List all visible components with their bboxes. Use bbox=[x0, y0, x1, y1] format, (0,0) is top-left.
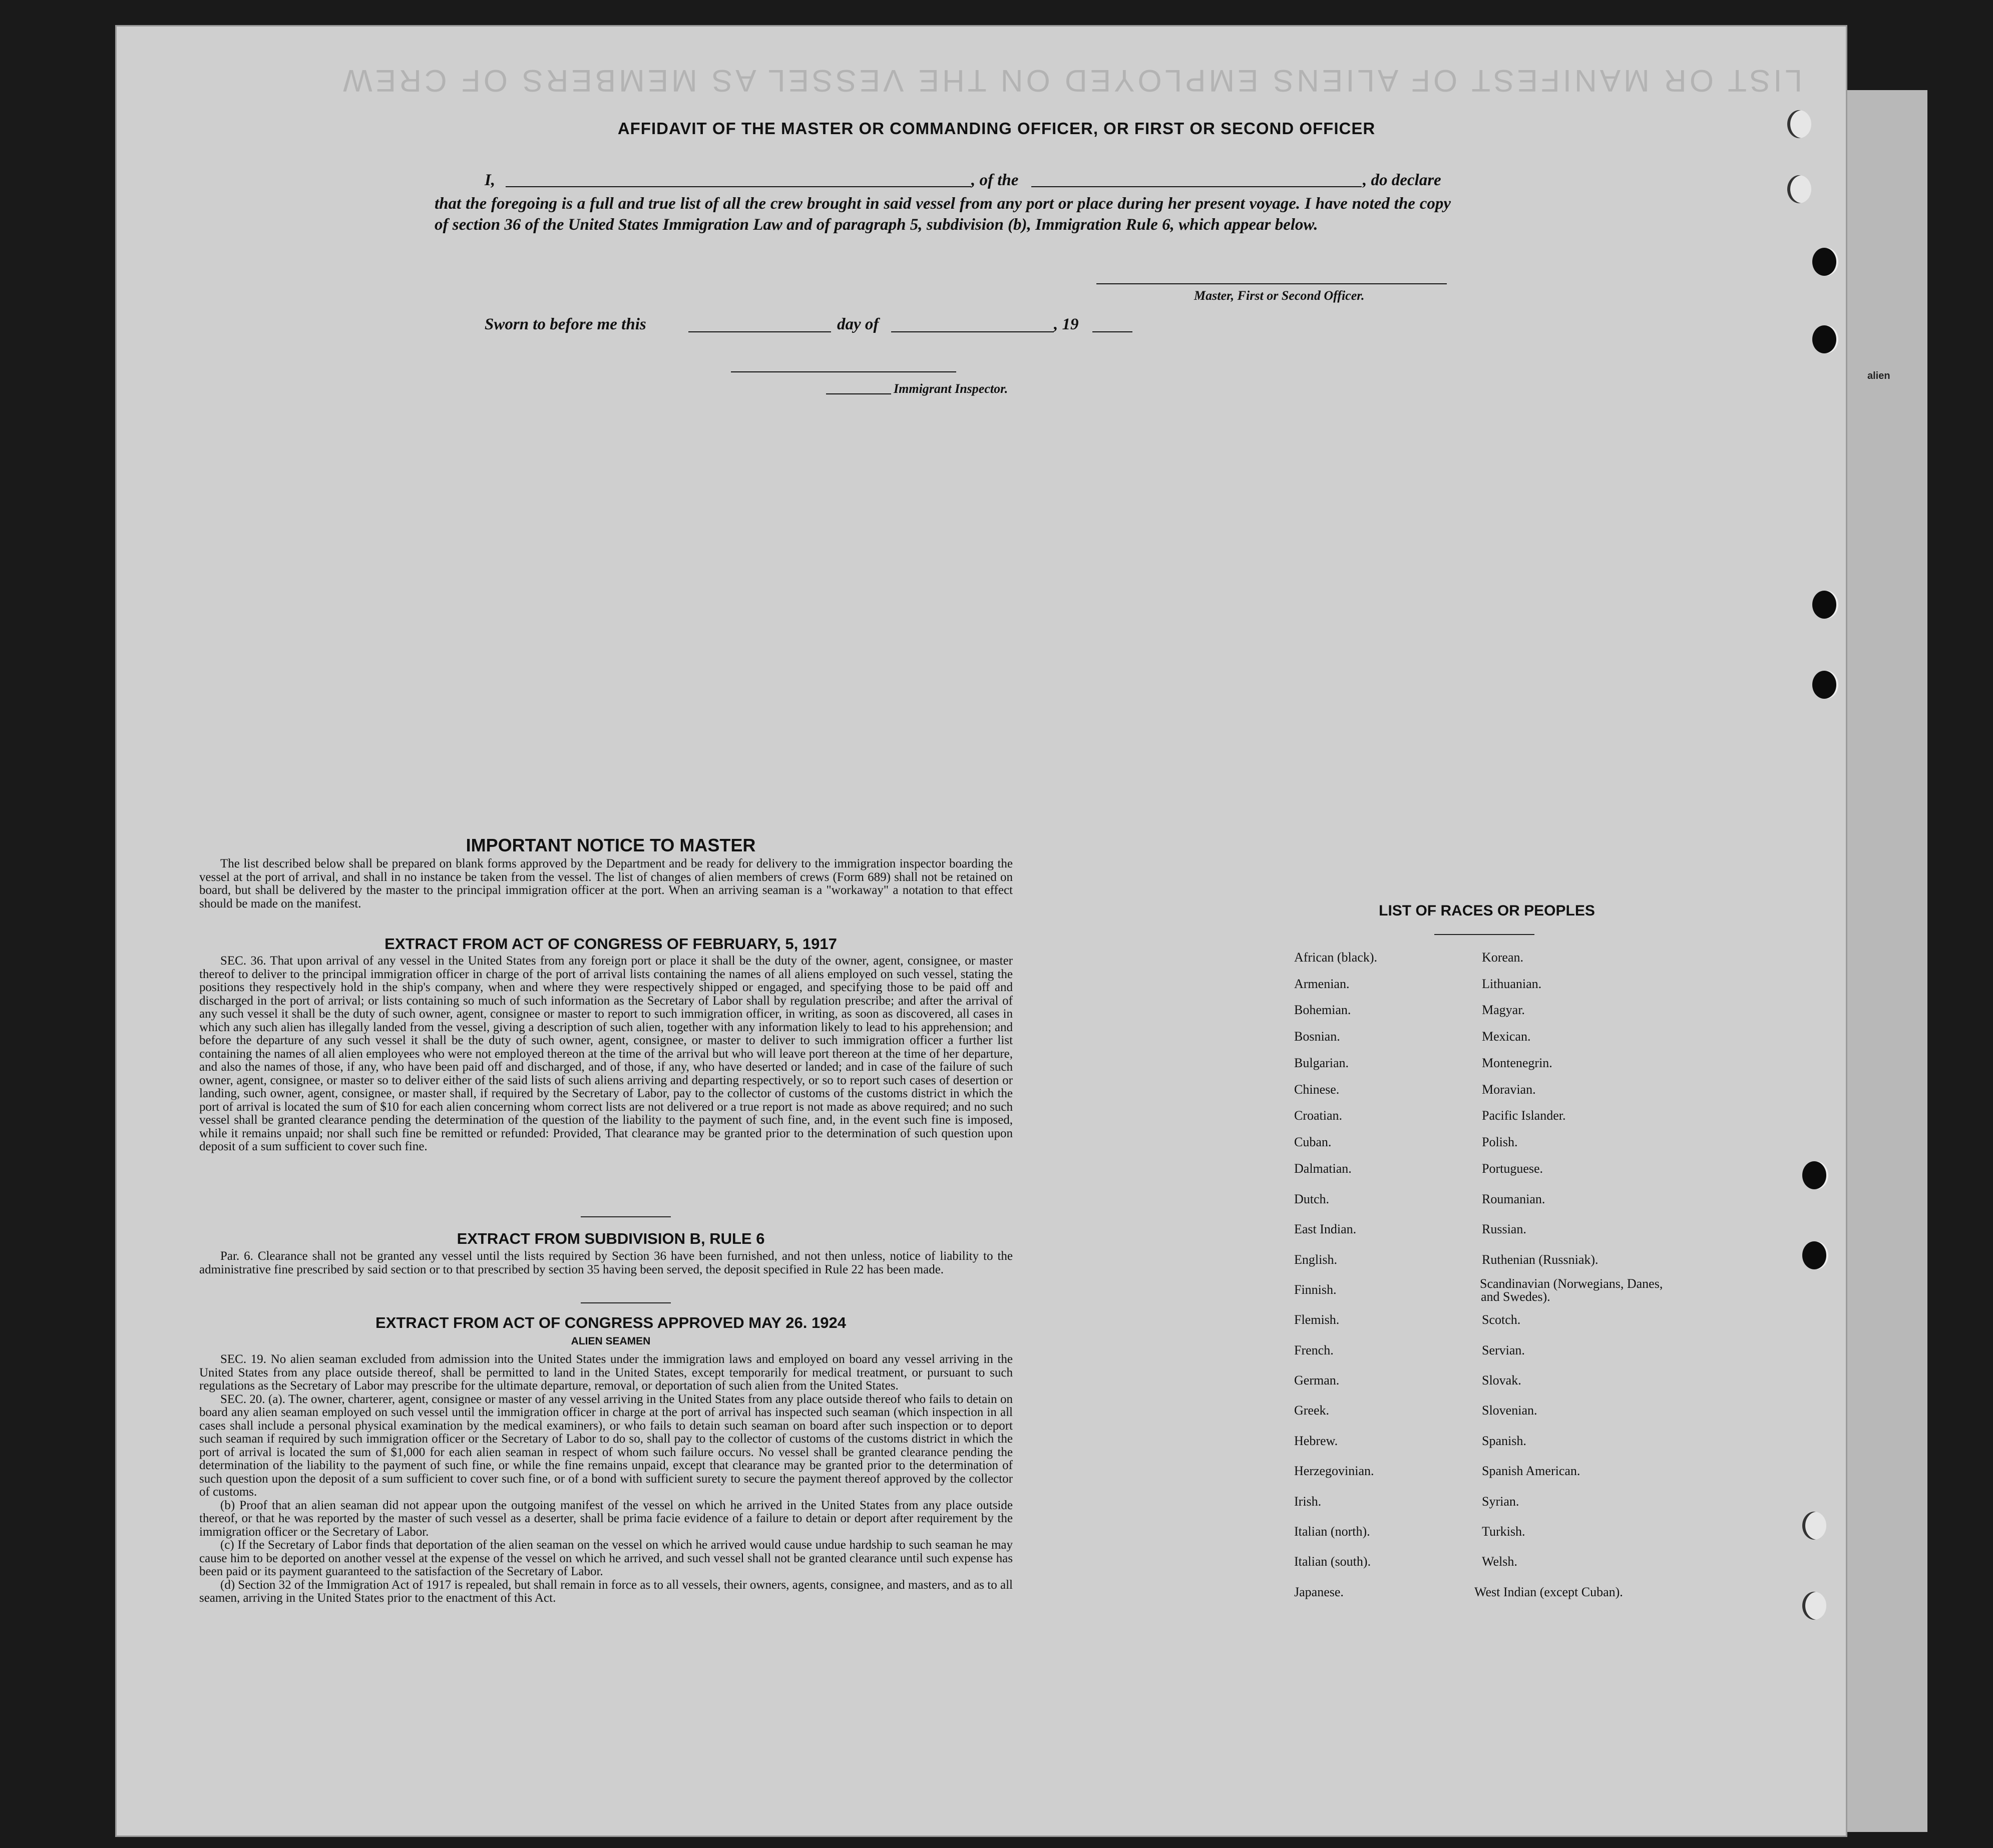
race-item-right: Ruthenian (Russniak). bbox=[1482, 1252, 1599, 1267]
race-item-left: Bohemian. bbox=[1294, 1003, 1351, 1017]
race-item-left: Dalmatian. bbox=[1294, 1161, 1352, 1176]
race-item-right: Scandinavian (Norwegians, Danes, and Swedes). bbox=[1480, 1276, 1663, 1304]
punch-hole bbox=[1802, 1592, 1826, 1620]
day-of-label: day of bbox=[837, 315, 879, 333]
sworn-month-field[interactable] bbox=[891, 331, 1054, 332]
race-item-right: Montenegrin. bbox=[1482, 1056, 1552, 1070]
punch-hole bbox=[1812, 325, 1836, 353]
extract-1917-body bbox=[199, 955, 1013, 1154]
races-title-rule bbox=[1434, 934, 1534, 935]
race-item-left: Italian (north). bbox=[1294, 1524, 1370, 1539]
race-item-right: Roumanian. bbox=[1482, 1192, 1545, 1206]
race-item-right: Syrian. bbox=[1482, 1494, 1519, 1509]
race-item-right: Spanish American. bbox=[1482, 1464, 1580, 1478]
race-item-left: Bosnian. bbox=[1294, 1029, 1340, 1044]
extract-rule6-body bbox=[199, 1250, 1013, 1276]
sworn-label: Sworn to before me this bbox=[485, 315, 646, 333]
of-the-label: , of the bbox=[971, 171, 1019, 189]
race-item-right: Portuguese. bbox=[1482, 1161, 1543, 1176]
race-item-right: Russian. bbox=[1482, 1222, 1526, 1236]
extract-1917-title: EXTRACT FROM ACT OF CONGRESS OF FEBRUARY, 5, 1917 bbox=[384, 935, 837, 953]
race-item-right: West Indian (except Cuban). bbox=[1474, 1585, 1623, 1599]
race-item-left: Armenian. bbox=[1294, 977, 1350, 991]
race-item-right: Polish. bbox=[1482, 1135, 1518, 1149]
section-divider bbox=[581, 1302, 671, 1303]
notice-body bbox=[199, 857, 1013, 910]
inspector-signature-field[interactable] bbox=[731, 371, 956, 372]
race-item-right: Magyar. bbox=[1482, 1003, 1525, 1017]
punch-hole bbox=[1802, 1241, 1826, 1269]
race-item-left: Italian (south). bbox=[1294, 1554, 1371, 1569]
sec-20a-paragraph: SEC. 20. (a). The owner, charterer, agent, consignee or master of any vessel arriving in the United States from any place outside thereof who fails to detain on board any alien seaman employed on such vessel until the immigration officer in charge at the port of arrival has inspected such seaman (which inspection in all cases shall include a personal physical examination by the medical examiners), or who fails to detain such seaman on board after such inspection or to deport such seaman if required by such immigration officer or the Secretary of Labor to do so, shall pay to the collector of customs of the customs district in which the port of arrival is located the sum of $1,000 for each alien seaman in respect of whom such failure occurs. No vessel shall be granted clearance pending the determination of the liability to the payment of such fine, or while the fine remains unpaid, except that clearance may be granted prior to the determination of such question upon the deposit of a sum sufficient to cover such fine, or of a bond with sufficient surety to secure the payment thereof approved by the collector of customs. bbox=[199, 1392, 1013, 1499]
punch-hole bbox=[1802, 1512, 1826, 1540]
section-36-paragraph: SEC. 36. That upon arrival of any vessel in the United States from any foreign port or place it shall be the duty of the owner, agent, consignee, or master thereof to deliver to the principal immigration officer in charge of the port of arrival lists containing the names of all aliens employed on such vessel, stating the positions they respectively hold in the ship's company, when and where they were respectively shipped or engaged, and specifying those to be paid off and discharged in the port of arrival; or lists containing so much of such information as the Secretary of Labor shall by regulation prescribe; and after the arrival of any such vessel it shall be the duty of such owner, agent, consignee or master to report to such immigration officer, in writing, as soon as discovered, all cases in which any such alien has illegally landed from the vessel, giving a description of such alien, together with any information likely to lead to his apprehension; and before the departure of any such vessel it shall be the duty of such owner, agent, consignee, or master to deliver to such immigration officer a further list containing the names of all alien employees who were not employed thereon at the time of the arrival but who will leave port thereon at the time of her departure, and also the names of those, if any, who have been paid off and discharged, and of those, if any, who have deserted or landed; and in case of the failure of such owner, agent, consignee, or master so to deliver either of the said lists of such aliens arriving and departing respectively, or so to report such cases of desertion or landing, such owner, agent, consignee, or master shall, if required by the Secretary of Labor, pay to the collector of customs of the customs district in which the port of arrival is located the sum of $10 for each alien concerning whom correct lists are not delivered or a true report is not made as above required; and no such vessel shall be granted clearance pending the determination of the question of the liability to the payment of such fine, and, in the event such fine is imposed, while it remains unpaid; nor shall such fine be remitted or refunded: Provided, That clearance may be granted prior to the determination of such question upon deposit of a sum sufficient to cover such fine. bbox=[199, 954, 1013, 1153]
extract-1924-title: EXTRACT FROM ACT OF CONGRESS APPROVED MAY 26. 1924 bbox=[375, 1314, 846, 1331]
strip-label: alien bbox=[1867, 370, 1890, 381]
race-item-right: Servian. bbox=[1482, 1343, 1525, 1357]
punch-hole bbox=[1787, 175, 1811, 203]
race-item-left: Herzegovinian. bbox=[1294, 1464, 1374, 1478]
punch-hole bbox=[1812, 591, 1836, 619]
race-item-right: Slovak. bbox=[1482, 1373, 1521, 1388]
sec-20b-paragraph: (b) Proof that an alien seaman did not appear upon the outgoing manifest of the vessel on which he arrived in the United States from any place outside thereof, or that he was reported by the master of such vessel as a deserter, shall be prima facie evidence of a failure to detain or deport after requirement by the immigration officer or the Secretary of Labor. bbox=[199, 1498, 1013, 1539]
underlying-page-strip bbox=[1847, 90, 1927, 1832]
race-item-left: Irish. bbox=[1294, 1494, 1322, 1509]
race-item-right: Welsh. bbox=[1482, 1554, 1517, 1569]
extract-1924-body bbox=[199, 1353, 1013, 1605]
race-item-left: Chinese. bbox=[1294, 1082, 1340, 1097]
race-item-right: Moravian. bbox=[1482, 1082, 1536, 1097]
race-item-right: Scotch. bbox=[1482, 1312, 1521, 1327]
extract-1924-subtitle: ALIEN SEAMEN bbox=[571, 1335, 651, 1347]
races-list-title: LIST OF RACES OR PEOPLES bbox=[1379, 902, 1595, 919]
section-divider bbox=[581, 1216, 671, 1217]
race-item-left: East Indian. bbox=[1294, 1222, 1357, 1236]
race-item-right: Korean. bbox=[1482, 950, 1524, 965]
race-item-right: Lithuanian. bbox=[1482, 977, 1542, 991]
master-name-field[interactable] bbox=[506, 186, 971, 187]
inspector-signature-lead bbox=[826, 393, 891, 394]
vessel-name-field[interactable] bbox=[1031, 186, 1362, 187]
affidavit-body: that the foregoing is a full and true list of all the crew brought in said vessel from any port or place during her present voyage. I have noted the copy of section 36 of the United States Immigration Law and of paragraph 5, subdivision (b), Immigration Rule 6, which appear below. bbox=[435, 195, 1451, 234]
race-item-left: Bulgarian. bbox=[1294, 1056, 1349, 1070]
race-item-left: Greek. bbox=[1294, 1403, 1330, 1418]
master-signature-field[interactable] bbox=[1096, 283, 1447, 284]
race-item-right: Turkish. bbox=[1482, 1524, 1525, 1539]
race-item-left: French. bbox=[1294, 1343, 1334, 1357]
punch-hole bbox=[1812, 248, 1836, 276]
sworn-day-field[interactable] bbox=[688, 331, 831, 332]
punch-hole bbox=[1802, 1161, 1826, 1189]
bleed-through-heading: LIST OR MANIFEST OF ALIENS EMPLOYED ON THE VESSEL AS MEMBERS OF CREW bbox=[340, 63, 1802, 98]
par-6-paragraph: Par. 6. Clearance shall not be granted any vessel until the lists required by Section 36 have been furnished, and not then unless, notice of liability to the administrative fine prescribed by said section or to that prescribed by section 35 having been served, the deposit specified in Rule 22 has been made. bbox=[199, 1249, 1013, 1276]
punch-hole bbox=[1812, 671, 1836, 699]
race-item-left: Finnish. bbox=[1294, 1282, 1337, 1297]
do-declare-label: , do declare bbox=[1363, 171, 1441, 189]
extract-rule6-title: EXTRACT FROM SUBDIVISION B, RULE 6 bbox=[457, 1230, 765, 1247]
race-item-left: Dutch. bbox=[1294, 1192, 1330, 1206]
race-item-left: Croatian. bbox=[1294, 1108, 1343, 1123]
race-item-left: German. bbox=[1294, 1373, 1340, 1388]
year-label: , 19 bbox=[1054, 315, 1079, 333]
race-item-left: Japanese. bbox=[1294, 1585, 1344, 1599]
inspector-label: Immigrant Inspector. bbox=[894, 381, 1008, 396]
sworn-year-field[interactable] bbox=[1092, 331, 1132, 332]
race-item-right: Slovenian. bbox=[1482, 1403, 1537, 1418]
sec-20c-paragraph: (c) If the Secretary of Labor finds that deportation of the alien seaman on the vessel on which he arrived would cause undue hardship to such seaman he may cause him to be deported on another vessel at the expense of the vessel on which he arrived, and such vessel shall not be granted clearance until such expense has been paid or its payment guaranteed to the satisfaction of the Secretary of Labor. bbox=[199, 1538, 1013, 1578]
race-item-right: Pacific Islander. bbox=[1482, 1108, 1566, 1123]
master-signature-label: Master, First or Second Officer. bbox=[1194, 288, 1365, 303]
race-item-left: Flemish. bbox=[1294, 1312, 1340, 1327]
race-item-right: Spanish. bbox=[1482, 1434, 1526, 1448]
race-item-right: Mexican. bbox=[1482, 1029, 1531, 1044]
race-item-left: English. bbox=[1294, 1252, 1337, 1267]
race-item-left: Hebrew. bbox=[1294, 1434, 1338, 1448]
notice-paragraph: The list described below shall be prepared on blank forms approved by the Department and be ready for delivery to the immigration inspector boarding the vessel at the port of arrival, and shall in no instance be taken from the vessel. The list of changes of alien members of crews (Form 689) shall not be retained on board, but shall be delivered by the master to the principal immigration officer at the port. When an arriving seaman is a "workaway" a notation to that effect should be made on the manifest. bbox=[199, 857, 1013, 910]
race-item-left: African (black). bbox=[1294, 950, 1378, 965]
race-item-left: Cuban. bbox=[1294, 1135, 1332, 1149]
affidavit-i-label: I, bbox=[485, 171, 496, 189]
notice-title: IMPORTANT NOTICE TO MASTER bbox=[466, 835, 756, 855]
sec-20d-paragraph: (d) Section 32 of the Immigration Act of 1917 is repealed, but shall remain in force as to all vessels, their owners, agents, consignee, and masters, and as to all seamen, arriving in the United States prior to the enactment of this Act. bbox=[199, 1578, 1013, 1605]
affidavit-title: AFFIDAVIT OF THE MASTER OR COMMANDING OFFICER, OR FIRST OR SECOND OFFICER bbox=[617, 119, 1376, 138]
sec-19-paragraph: SEC. 19. No alien seaman excluded from admission into the United States under the immigration laws and employed on board any vessel arriving in the United States from any place outside thereof, shall be permitted to land in the United States, except temporarily for medical treatment, or pursuant to such regulations as the Secretary of Labor may prescribe for the ultimate departure, removal, or deportation of such alien from the United States. bbox=[199, 1352, 1013, 1393]
